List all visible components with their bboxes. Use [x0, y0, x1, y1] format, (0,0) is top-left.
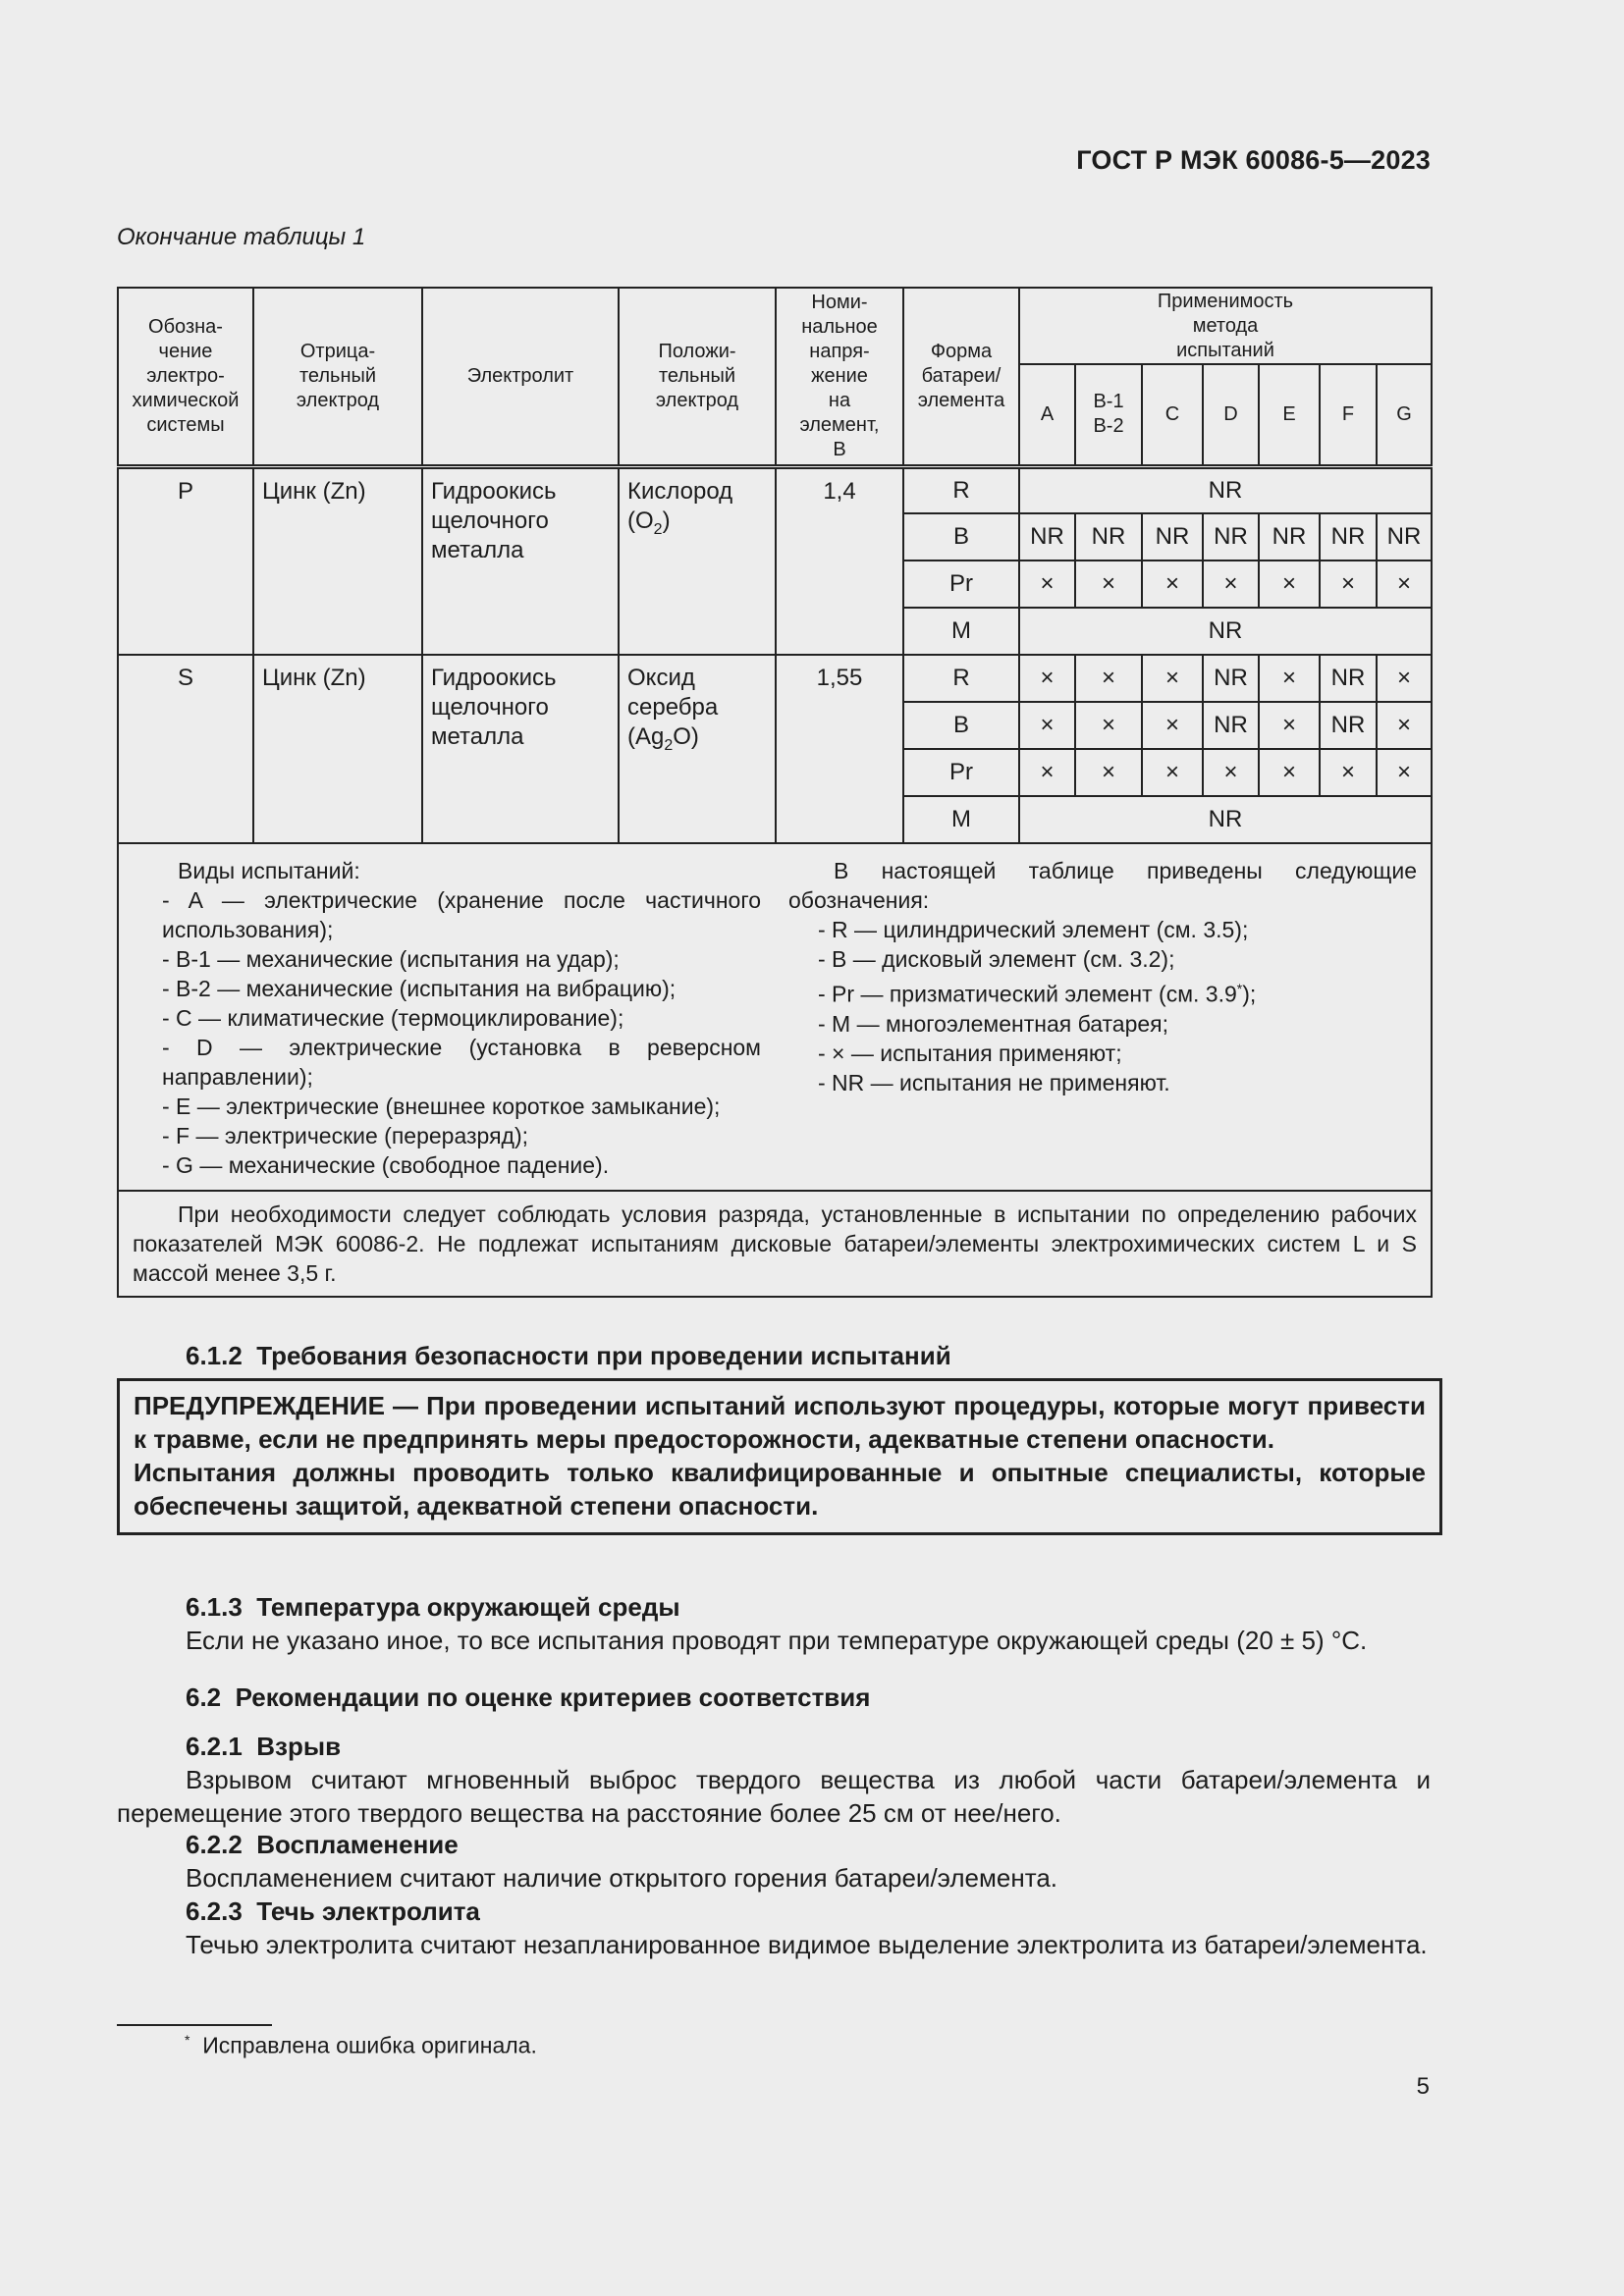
electrolyte-cell: Гидроокись щелочного металла — [422, 466, 619, 655]
footnote — [185, 2032, 537, 2059]
method-cell: NR — [1142, 513, 1203, 561]
method-cell: NR — [1019, 513, 1075, 561]
method-cell: × — [1377, 749, 1432, 796]
method-cell: NR — [1203, 513, 1259, 561]
method-cell: × — [1259, 749, 1320, 796]
header-method: E — [1259, 364, 1320, 466]
method-cell: × — [1320, 561, 1377, 608]
warning-box — [117, 1378, 1442, 1535]
method-cell: × — [1320, 749, 1377, 796]
section-6-2-1-heading — [186, 1732, 341, 1762]
header-applicability: Применимость метода испытаний — [1019, 288, 1432, 364]
table-row — [118, 655, 1432, 702]
note-item: - E — электрические (внешнее короткое замыкание); — [162, 1094, 721, 1119]
pos-electrode-cell — [619, 655, 776, 843]
standard-id: ГОСТ Р МЭК 60086-5—2023 — [1076, 145, 1431, 175]
form-cell: R — [903, 466, 1019, 513]
neg-electrode-cell: Цинк (Zn) — [253, 466, 422, 655]
notes-right — [788, 856, 1417, 1180]
note-item: - R — цилиндрический элемент (см. 3.5); — [818, 917, 1249, 942]
neg-electrode-cell: Цинк (Zn) — [253, 655, 422, 843]
warning-paragraph: ПРЕДУПРЕЖДЕНИЕ — При проведении испытаний используют процедуры, которые могут привести к травме, если не предпринять меры предосторожности, адекватные степени опасности. — [134, 1391, 1426, 1454]
note-item: - NR — испытания не применяют. — [818, 1069, 1170, 1095]
method-span-cell: NR — [1019, 608, 1432, 655]
section-6-2-3-heading — [186, 1896, 480, 1927]
formula-post: O) — [673, 723, 699, 750]
method-cell: × — [1019, 655, 1075, 702]
note-item: - × — испытания применяют; — [818, 1040, 1122, 1066]
section-6-1-3-text — [117, 1624, 1431, 1657]
system-cell: P — [118, 466, 253, 655]
header-method: C — [1142, 364, 1203, 466]
form-cell: M — [903, 608, 1019, 655]
footnote-text: Исправлена ошибка оригинала. — [202, 2032, 537, 2058]
section-6-2-2-text — [117, 1861, 1431, 1895]
electrolyte-cell: Гидроокись щелочного металла — [422, 655, 619, 843]
form-cell: B — [903, 702, 1019, 749]
form-cell: R — [903, 655, 1019, 702]
notes-left-title: Виды испытаний: — [178, 858, 360, 883]
method-cell: × — [1142, 749, 1203, 796]
method-cell: × — [1259, 561, 1320, 608]
note-item — [788, 974, 1417, 1009]
method-cell: × — [1377, 655, 1432, 702]
table-caption: Окончание таблицы 1 — [117, 224, 366, 250]
voltage-cell: 1,55 — [776, 655, 903, 843]
notes-right-title: В настоящей таблице приведены следующие обозначения: — [788, 858, 1417, 913]
method-cell: × — [1203, 749, 1259, 796]
header-system: Обозна- чение электро- химической системы — [118, 288, 253, 466]
section-number: 6.2.2 — [186, 1830, 243, 1859]
method-cell: × — [1377, 702, 1432, 749]
header-method: A — [1019, 364, 1075, 466]
method-cell: NR — [1320, 702, 1377, 749]
paragraph: Взрывом считают мгновенный выброс твердого вещества из любой части батареи/элемента и перемещение этого твердого вещества на расстояние более 25 см от нее/него. — [117, 1765, 1431, 1828]
footnote-ref: * — [1236, 981, 1243, 996]
section-title: Рекомендации по оценке критериев соответствия — [235, 1682, 871, 1712]
footnote-divider — [117, 2024, 272, 2026]
method-cell: NR — [1320, 513, 1377, 561]
section-number: 6.1.3 — [186, 1592, 243, 1622]
section-title: Требования безопасности при проведении испытаний — [256, 1341, 951, 1370]
method-cell: × — [1075, 561, 1142, 608]
pos-electrode-name: Оксид серебра — [627, 665, 719, 721]
method-cell: × — [1019, 702, 1075, 749]
section-number: 6.1.2 — [186, 1341, 243, 1370]
section-6-2-3-text — [117, 1928, 1431, 1961]
header-positive-electrode: Положи- тельный электрод — [619, 288, 776, 466]
formula-pre: (Ag — [627, 723, 665, 750]
form-cell: Pr — [903, 561, 1019, 608]
system-cell: S — [118, 655, 253, 843]
formula-post: ) — [662, 507, 671, 534]
method-cell: × — [1019, 561, 1075, 608]
header-method: D — [1203, 364, 1259, 466]
method-cell: × — [1019, 749, 1075, 796]
voltage-cell: 1,4 — [776, 466, 903, 655]
footnote-mark: * — [185, 2032, 190, 2048]
section-number: 6.2 — [186, 1682, 222, 1712]
header-negative-electrode: Отрица- тельный электрод — [253, 288, 422, 466]
header-method: B-1 B-2 — [1075, 364, 1142, 466]
form-cell: M — [903, 796, 1019, 843]
paragraph: Если не указано иное, то все испытания проводят при температуре окружающей среды (20 ± 5) °С. — [186, 1626, 1368, 1655]
section-6-1-3-heading — [186, 1592, 680, 1623]
table-notes — [118, 843, 1432, 1191]
method-cell: NR — [1203, 655, 1259, 702]
section-title: Температура окружающей среды — [256, 1592, 680, 1622]
section-6-2-2-heading — [186, 1830, 459, 1860]
method-span-cell: NR — [1019, 796, 1432, 843]
method-cell: × — [1259, 702, 1320, 749]
note-item-tail: ); — [1242, 981, 1257, 1007]
paragraph: Течью электролита считают незапланированное видимое выделение электролита из батареи/элемента. — [186, 1930, 1428, 1959]
method-cell: × — [1377, 561, 1432, 608]
warning-paragraph: Испытания должны проводить только квалифицированные и опытные специалисты, которые обеспечены защитой, адекватной степени опасности. — [134, 1458, 1426, 1521]
formula-sub: 2 — [664, 736, 674, 754]
method-cell: × — [1259, 655, 1320, 702]
note-item: - B-2 — механические (испытания на вибрацию); — [162, 976, 677, 1001]
section-title: Воспламенение — [256, 1830, 459, 1859]
header-method: G — [1377, 364, 1432, 466]
header-electrolyte: Электролит — [422, 288, 619, 466]
note-item: - D — электрические (установка в реверсном направлении); — [162, 1035, 761, 1090]
method-span-cell: NR — [1019, 466, 1432, 513]
section-title: Течь электролита — [256, 1896, 480, 1926]
header-method: F — [1320, 364, 1377, 466]
note-item: - B-1 — механические (испытания на удар); — [162, 946, 620, 972]
table-footnote-row: При необходимости следует соблюдать условия разряда, установленные в испытании по определению рабочих показателей МЭК 60086-2. Не подлежат испытаниям дисковые батареи/элементы электрохимических систем L и S массой менее 3,5 г. — [118, 1191, 1432, 1297]
note-item-text: - Pr — призматический элемент (см. 3.9 — [818, 981, 1237, 1007]
method-cell: NR — [1203, 702, 1259, 749]
method-cell: × — [1142, 655, 1203, 702]
section-6-2-heading — [186, 1682, 870, 1713]
method-cell: × — [1075, 655, 1142, 702]
form-cell: Pr — [903, 749, 1019, 796]
applicability-table — [117, 287, 1433, 1298]
section-number: 6.2.1 — [186, 1732, 243, 1761]
method-cell: × — [1075, 702, 1142, 749]
notes-left — [133, 856, 761, 1180]
note-item: - C — климатические (термоциклирование); — [162, 1005, 624, 1031]
page-number: 5 — [1416, 2073, 1430, 2100]
section-title: Взрыв — [256, 1732, 342, 1761]
method-cell: NR — [1377, 513, 1432, 561]
pos-electrode-cell — [619, 466, 776, 655]
method-cell: × — [1075, 749, 1142, 796]
header-form: Форма батареи/ элемента — [903, 288, 1019, 466]
section-number: 6.2.3 — [186, 1896, 243, 1926]
note-item: - F — электрические (переразряд); — [162, 1123, 528, 1148]
method-cell: NR — [1259, 513, 1320, 561]
note-item: - G — механические (свободное падение). — [162, 1152, 610, 1178]
method-cell: × — [1203, 561, 1259, 608]
table-row — [118, 466, 1432, 513]
note-item: - M — многоэлементная батарея; — [818, 1010, 1169, 1037]
section-6-1-2-heading — [186, 1341, 951, 1371]
formula-pre: (O — [627, 507, 654, 534]
form-cell: B — [903, 513, 1019, 561]
method-cell: × — [1142, 561, 1203, 608]
method-cell: × — [1142, 702, 1203, 749]
note-item: - A — электрические (хранение после частичного использования); — [162, 887, 761, 942]
paragraph: Воспламенением считают наличие открытого горения батареи/элемента. — [186, 1863, 1057, 1893]
method-cell: NR — [1075, 513, 1142, 561]
formula-sub: 2 — [653, 520, 663, 538]
header-voltage: Номи- нальное напря- жение на элемент, В — [776, 288, 903, 466]
pos-electrode-name: Кислород — [627, 477, 733, 505]
method-cell: NR — [1320, 655, 1377, 702]
section-6-2-1-text — [117, 1763, 1431, 1830]
note-item: - B — дисковый элемент (см. 3.2); — [818, 946, 1175, 972]
